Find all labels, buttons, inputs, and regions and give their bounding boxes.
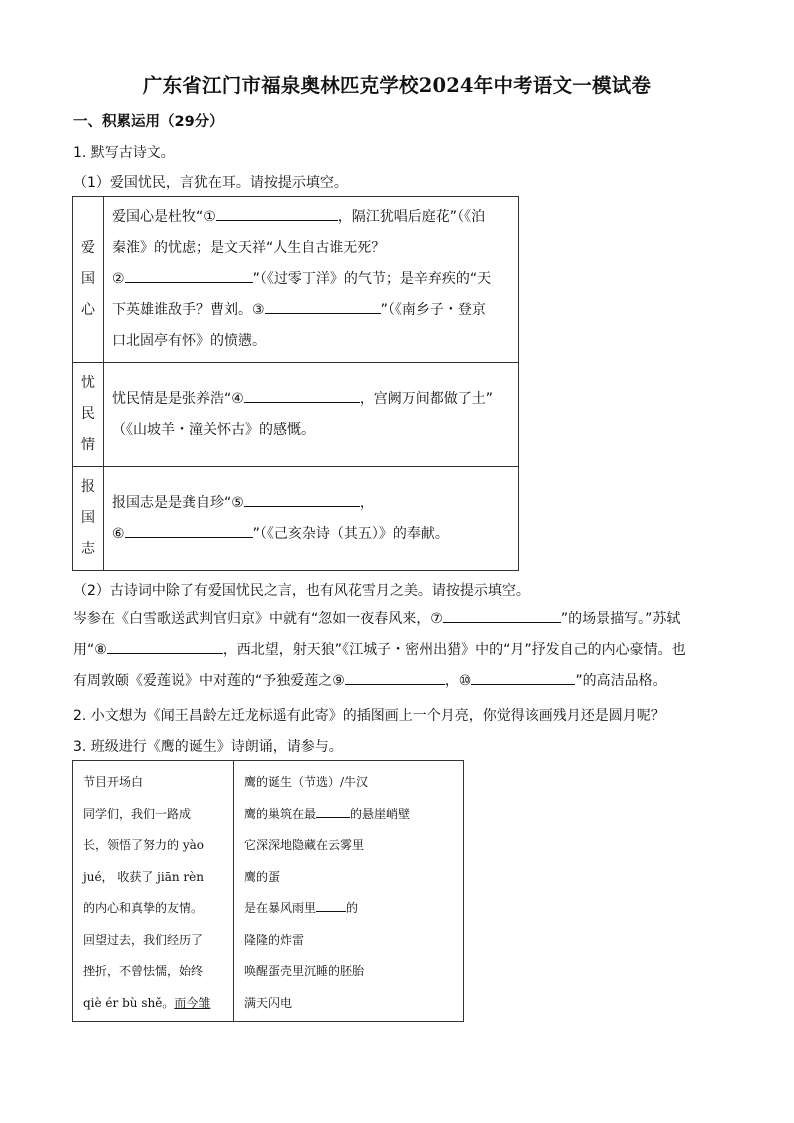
row-label-char: 心 xyxy=(81,302,95,318)
blank-4[interactable] xyxy=(244,387,360,403)
row-content xyxy=(104,467,519,571)
text: ⑥ xyxy=(112,525,125,542)
blank-10[interactable] xyxy=(471,669,575,685)
blank-3[interactable] xyxy=(265,298,381,314)
text: 鹰的诞生（节选）/牛汉 xyxy=(244,775,369,789)
text: jué， 收获了 jiān rèn xyxy=(83,869,205,884)
text: 而今雏 xyxy=(174,995,211,1010)
text: 鹰的巢筑在最 xyxy=(244,806,317,821)
question-1-part-2: （2）古诗词中除了有爱国忧民之言，也有风花雪月之美。请按提示填空。 xyxy=(73,583,530,599)
blank-1[interactable] xyxy=(216,205,338,221)
text: 忧民情是是张养浩“④ xyxy=(112,390,244,407)
row-content xyxy=(104,197,519,363)
table-row xyxy=(73,467,519,571)
text: 的 xyxy=(346,901,359,915)
table-row xyxy=(73,197,519,363)
text: 长，领悟了努力的 yào xyxy=(83,838,204,852)
text: 隆隆的炸雷 xyxy=(244,932,305,947)
text: 用“⑧ xyxy=(73,642,107,658)
recitation-table xyxy=(72,760,464,1022)
text: ”的场景描写。”苏轼 xyxy=(560,611,681,627)
text: 下英雄谁敌手？曹刘。③ xyxy=(112,302,265,318)
blank-9[interactable] xyxy=(345,669,445,685)
row-label-char: 忧 xyxy=(81,375,95,391)
text: 的悬崖峭壁 xyxy=(350,806,411,821)
text: 口北固亭有怀》的愤懑。 xyxy=(112,333,266,349)
page-title: 广东省江门市福泉奥林匹克学校2024年中考语文一模试卷 xyxy=(142,74,652,97)
blank-2[interactable] xyxy=(125,267,253,283)
poem-cell xyxy=(234,761,464,1022)
text: ，隔江犹唱后庭花”（《泊 xyxy=(337,209,486,225)
row-label-char: 情 xyxy=(81,437,95,453)
row-label xyxy=(73,363,104,467)
question-1-part-1: （1）爱国忧民，言犹在耳。请按提示填空。 xyxy=(73,175,348,191)
text: 节目开场白 xyxy=(83,775,144,789)
text: 它深深地隐藏在云雾里 xyxy=(244,838,365,852)
opening-remarks-cell xyxy=(73,761,234,1022)
text: 秦淮》的忧虑；是文天祥“人生自古谁无死？ xyxy=(112,240,386,256)
fill-in-table xyxy=(72,196,519,571)
text: ，西北望，射天狼”《江城子・密州出猎》中的“月”抒发自己的内心豪情。也 xyxy=(222,642,686,658)
text: ，宫阙万间都做了土” xyxy=(359,390,494,407)
table-row xyxy=(73,363,519,467)
text: 报国志是是龚自珍“⑤ xyxy=(112,494,244,511)
section-heading: 一、积累运用（29分） xyxy=(73,114,224,130)
poem-blank-1[interactable] xyxy=(316,804,350,818)
row-label xyxy=(73,467,104,571)
row-label-char: 国 xyxy=(81,271,95,287)
row-label xyxy=(73,197,104,363)
text: 岑参在《白雪歌送武判官归京》中就有“忽如一夜春风来，⑦ xyxy=(73,611,443,627)
row-label-char: 报 xyxy=(81,479,95,495)
text: ”（《己亥杂诗（其五）》的奉献。 xyxy=(252,525,449,542)
question-2: 2. 小文想为《闻王昌龄左迁龙标遥有此寄》的插图画上一个月亮，你觉得该画残月还是圆月呢？ xyxy=(73,708,665,724)
blank-6[interactable] xyxy=(125,522,253,538)
text: ， xyxy=(359,494,374,511)
row-content xyxy=(104,363,519,467)
text: 满天闪电 xyxy=(244,995,293,1010)
text: ② xyxy=(112,271,125,287)
text: 回望过去，我们经历了 xyxy=(83,932,204,947)
text: 有周敦颐《爱莲说》中对莲的“予独爱莲之⑨ xyxy=(73,673,345,689)
poem-blank-2[interactable] xyxy=(316,898,346,912)
blank-8[interactable] xyxy=(107,638,223,654)
text: ”的高洁品格。 xyxy=(575,673,667,689)
blank-5[interactable] xyxy=(244,491,360,507)
row-label-char: 民 xyxy=(81,406,95,422)
text: 爱国心是杜牧“① xyxy=(112,209,216,225)
text: （《山坡羊・潼关怀古》的感慨。 xyxy=(112,421,315,438)
row-label-char: 国 xyxy=(81,510,95,526)
row-label-char: 爱 xyxy=(81,240,95,256)
row-label-char: 志 xyxy=(81,541,95,557)
text: ，⑩ xyxy=(444,673,472,689)
text: ”（《南乡子・登京 xyxy=(380,302,486,318)
blank-7[interactable] xyxy=(443,607,561,623)
text: 挫折，不曾怯懦，始终 xyxy=(83,964,204,978)
text: 同学们，我们一路成 xyxy=(83,806,192,821)
question-1: 1. 默写古诗文。 xyxy=(73,145,175,161)
text: 的内心和真挚的友情。 xyxy=(83,901,204,915)
paragraph-poetry xyxy=(73,604,723,697)
text: qiè ér bù shě。 xyxy=(83,995,175,1010)
question-3: 3. 班级进行《鹰的诞生》诗朗诵，请参与。 xyxy=(73,739,343,755)
text: ”（《过零丁洋》的气节；是辛弃疾的“天 xyxy=(252,271,492,287)
text: 鹰的蛋 xyxy=(244,869,281,884)
text: 唤醒蛋壳里沉睡的胚胎 xyxy=(244,964,365,978)
text: 是在暴风雨里 xyxy=(244,901,317,915)
